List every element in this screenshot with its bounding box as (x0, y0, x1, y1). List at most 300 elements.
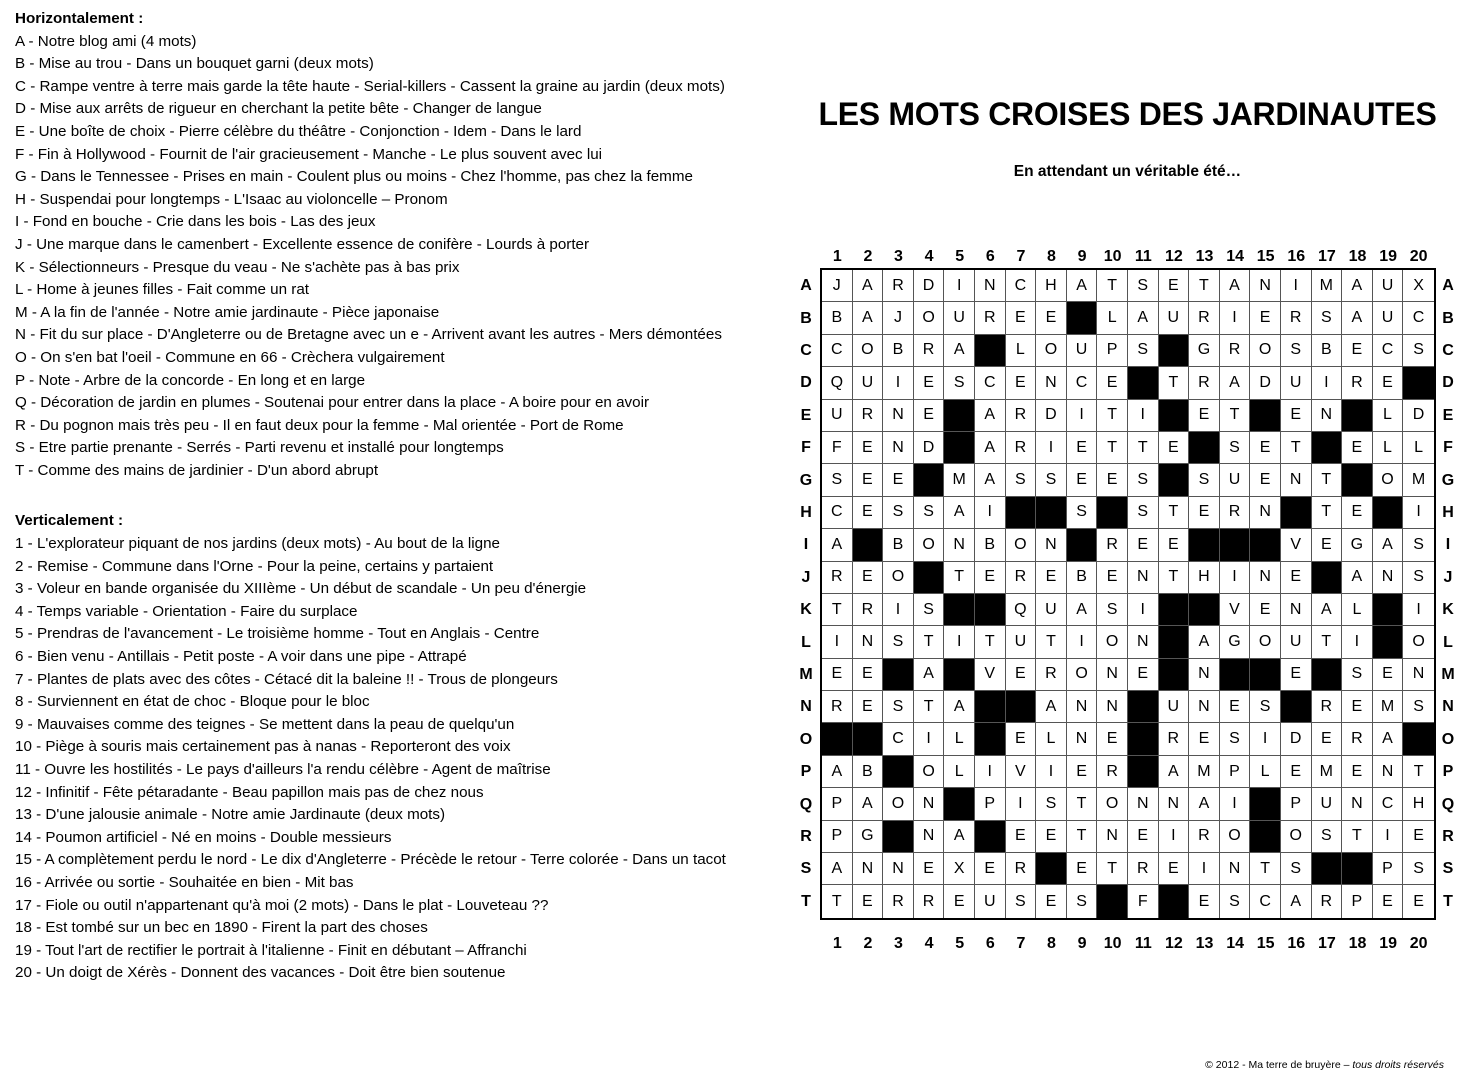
letter-cell[interactable]: E (853, 885, 884, 917)
letter-cell[interactable]: T (1159, 562, 1190, 594)
letter-cell[interactable]: A (1220, 270, 1251, 302)
black-square[interactable] (883, 821, 914, 853)
letter-cell[interactable]: A (853, 302, 884, 334)
letter-cell[interactable]: E (1097, 367, 1128, 399)
letter-cell[interactable]: P (1373, 853, 1404, 885)
letter-cell[interactable]: O (1403, 626, 1434, 658)
letter-cell[interactable]: S (1403, 529, 1434, 561)
letter-cell[interactable]: A (1189, 626, 1220, 658)
letter-cell[interactable]: E (1373, 659, 1404, 691)
black-square[interactable] (1189, 529, 1220, 561)
letter-cell[interactable]: I (944, 270, 975, 302)
letter-cell[interactable]: O (1006, 529, 1037, 561)
letter-cell[interactable]: N (1097, 659, 1128, 691)
letter-cell[interactable]: N (1128, 626, 1159, 658)
letter-cell[interactable]: A (1128, 302, 1159, 334)
letter-cell[interactable]: R (1342, 723, 1373, 755)
letter-cell[interactable]: N (1250, 497, 1281, 529)
letter-cell[interactable]: L (1342, 594, 1373, 626)
black-square[interactable] (975, 821, 1006, 853)
letter-cell[interactable]: M (1312, 270, 1343, 302)
letter-cell[interactable]: E (1006, 659, 1037, 691)
letter-cell[interactable]: I (1159, 821, 1190, 853)
letter-cell[interactable]: X (1403, 270, 1434, 302)
letter-cell[interactable]: E (1036, 821, 1067, 853)
letter-cell[interactable]: I (1373, 821, 1404, 853)
letter-cell[interactable]: H (1403, 788, 1434, 820)
letter-cell[interactable]: R (1128, 853, 1159, 885)
letter-cell[interactable]: S (1128, 464, 1159, 496)
letter-cell[interactable]: T (1067, 821, 1098, 853)
letter-cell[interactable]: R (1342, 367, 1373, 399)
letter-cell[interactable]: H (1036, 270, 1067, 302)
letter-cell[interactable]: I (1312, 367, 1343, 399)
letter-cell[interactable]: C (822, 335, 853, 367)
letter-cell[interactable]: G (1220, 626, 1251, 658)
letter-cell[interactable]: N (853, 626, 884, 658)
letter-cell[interactable]: O (1067, 659, 1098, 691)
letter-cell[interactable]: A (1342, 270, 1373, 302)
black-square[interactable] (1128, 367, 1159, 399)
letter-cell[interactable]: E (1159, 432, 1190, 464)
letter-cell[interactable]: I (1403, 594, 1434, 626)
letter-cell[interactable]: S (883, 626, 914, 658)
black-square[interactable] (822, 723, 853, 755)
letter-cell[interactable]: A (853, 270, 884, 302)
letter-cell[interactable]: I (1250, 723, 1281, 755)
letter-cell[interactable]: T (914, 626, 945, 658)
letter-cell[interactable]: E (1281, 659, 1312, 691)
letter-cell[interactable]: A (944, 691, 975, 723)
letter-cell[interactable]: E (1189, 400, 1220, 432)
letter-cell[interactable]: E (1189, 885, 1220, 917)
black-square[interactable] (1250, 400, 1281, 432)
letter-cell[interactable]: U (1220, 464, 1251, 496)
letter-cell[interactable]: E (822, 659, 853, 691)
letter-cell[interactable]: J (822, 270, 853, 302)
letter-cell[interactable]: N (1312, 400, 1343, 432)
letter-cell[interactable]: E (853, 562, 884, 594)
letter-cell[interactable]: R (1097, 756, 1128, 788)
black-square[interactable] (1159, 626, 1190, 658)
letter-cell[interactable]: E (914, 400, 945, 432)
letter-cell[interactable]: N (1097, 691, 1128, 723)
letter-cell[interactable]: N (883, 432, 914, 464)
letter-cell[interactable]: N (1281, 594, 1312, 626)
letter-cell[interactable]: N (1067, 723, 1098, 755)
black-square[interactable] (1373, 626, 1404, 658)
letter-cell[interactable]: A (944, 821, 975, 853)
letter-cell[interactable]: J (883, 302, 914, 334)
black-square[interactable] (1159, 594, 1190, 626)
black-square[interactable] (1373, 594, 1404, 626)
letter-cell[interactable]: E (1312, 529, 1343, 561)
black-square[interactable] (1036, 497, 1067, 529)
letter-cell[interactable]: R (883, 270, 914, 302)
letter-cell[interactable]: E (1189, 723, 1220, 755)
letter-cell[interactable]: E (1281, 562, 1312, 594)
letter-cell[interactable]: O (1097, 626, 1128, 658)
letter-cell[interactable]: S (1403, 691, 1434, 723)
letter-cell[interactable]: N (883, 853, 914, 885)
letter-cell[interactable]: T (1312, 464, 1343, 496)
letter-cell[interactable]: T (1159, 367, 1190, 399)
black-square[interactable] (914, 464, 945, 496)
letter-cell[interactable]: E (1128, 821, 1159, 853)
black-square[interactable] (1067, 302, 1098, 334)
letter-cell[interactable]: E (1250, 464, 1281, 496)
letter-cell[interactable]: U (1036, 594, 1067, 626)
letter-cell[interactable]: U (1281, 626, 1312, 658)
letter-cell[interactable]: N (1036, 529, 1067, 561)
letter-cell[interactable]: A (1373, 723, 1404, 755)
letter-cell[interactable]: R (1220, 335, 1251, 367)
letter-cell[interactable]: D (914, 270, 945, 302)
letter-cell[interactable]: A (822, 756, 853, 788)
letter-cell[interactable]: S (914, 594, 945, 626)
letter-cell[interactable]: M (1312, 756, 1343, 788)
black-square[interactable] (883, 756, 914, 788)
letter-cell[interactable]: E (1036, 885, 1067, 917)
letter-cell[interactable]: T (1189, 270, 1220, 302)
letter-cell[interactable]: Q (1006, 594, 1037, 626)
letter-cell[interactable]: E (853, 659, 884, 691)
letter-cell[interactable]: S (822, 464, 853, 496)
black-square[interactable] (1189, 432, 1220, 464)
letter-cell[interactable]: E (1128, 529, 1159, 561)
letter-cell[interactable]: R (1189, 821, 1220, 853)
black-square[interactable] (1220, 529, 1251, 561)
letter-cell[interactable]: N (1189, 691, 1220, 723)
letter-cell[interactable]: M (1189, 756, 1220, 788)
black-square[interactable] (944, 788, 975, 820)
letter-cell[interactable]: T (822, 594, 853, 626)
black-square[interactable] (944, 400, 975, 432)
letter-cell[interactable]: N (1128, 562, 1159, 594)
letter-cell[interactable]: R (1281, 302, 1312, 334)
black-square[interactable] (1250, 821, 1281, 853)
letter-cell[interactable]: R (822, 691, 853, 723)
letter-cell[interactable]: S (1220, 885, 1251, 917)
black-square[interactable] (1312, 659, 1343, 691)
letter-cell[interactable]: E (975, 562, 1006, 594)
letter-cell[interactable]: S (1189, 464, 1220, 496)
letter-cell[interactable]: I (1067, 400, 1098, 432)
letter-cell[interactable]: E (1006, 367, 1037, 399)
letter-cell[interactable]: E (1312, 723, 1343, 755)
letter-cell[interactable]: T (914, 691, 945, 723)
letter-cell[interactable]: P (1097, 335, 1128, 367)
letter-cell[interactable]: I (822, 626, 853, 658)
letter-cell[interactable]: E (853, 464, 884, 496)
letter-cell[interactable]: S (1067, 885, 1098, 917)
letter-cell[interactable]: S (914, 497, 945, 529)
letter-cell[interactable]: N (1159, 788, 1190, 820)
letter-cell[interactable]: C (1373, 335, 1404, 367)
letter-cell[interactable]: M (1373, 691, 1404, 723)
letter-cell[interactable]: E (1413, 892, 1424, 910)
letter-cell[interactable]: E (1159, 853, 1190, 885)
letter-cell[interactable]: C (822, 497, 853, 529)
black-square[interactable] (1097, 497, 1128, 529)
letter-cell[interactable]: I (1036, 432, 1067, 464)
letter-cell[interactable]: D (1036, 400, 1067, 432)
letter-cell[interactable]: S (1312, 302, 1343, 334)
letter-cell[interactable]: I (1281, 270, 1312, 302)
letter-cell[interactable]: T (1159, 497, 1190, 529)
letter-cell[interactable]: N (1189, 659, 1220, 691)
letter-cell[interactable]: T (1312, 626, 1343, 658)
letter-cell[interactable]: A (1036, 691, 1067, 723)
black-square[interactable] (1006, 691, 1037, 723)
letter-cell[interactable]: A (822, 529, 853, 561)
letter-cell[interactable]: R (1312, 885, 1343, 917)
letter-cell[interactable]: I (1220, 562, 1251, 594)
letter-cell[interactable]: E (1342, 691, 1373, 723)
letter-cell[interactable]: P (822, 821, 853, 853)
letter-cell[interactable]: E (1373, 367, 1404, 399)
letter-cell[interactable]: E (1067, 464, 1098, 496)
black-square[interactable] (1159, 659, 1190, 691)
letter-cell[interactable]: S (1403, 335, 1434, 367)
letter-cell[interactable]: I (883, 367, 914, 399)
letter-cell[interactable]: E (1006, 723, 1037, 755)
letter-cell[interactable]: B (1067, 562, 1098, 594)
letter-cell[interactable]: O (914, 756, 945, 788)
letter-cell[interactable]: C (975, 367, 1006, 399)
black-square[interactable] (975, 335, 1006, 367)
letter-cell[interactable]: R (1036, 659, 1067, 691)
black-square[interactable] (1403, 723, 1434, 755)
black-square[interactable] (1281, 497, 1312, 529)
letter-cell[interactable]: R (1159, 723, 1190, 755)
letter-cell[interactable]: O (1220, 821, 1251, 853)
letter-cell[interactable]: A (853, 788, 884, 820)
letter-cell[interactable]: O (1250, 335, 1281, 367)
letter-cell[interactable]: A (1220, 367, 1251, 399)
letter-cell[interactable]: Q (822, 367, 853, 399)
letter-cell[interactable]: R (1006, 400, 1037, 432)
letter-cell[interactable]: T (1220, 400, 1251, 432)
letter-cell[interactable]: L (1036, 723, 1067, 755)
letter-cell[interactable]: P (1342, 885, 1373, 917)
letter-cell[interactable]: I (1220, 302, 1251, 334)
letter-cell[interactable]: S (1097, 594, 1128, 626)
letter-cell[interactable]: A (1373, 529, 1404, 561)
letter-cell[interactable]: T (1097, 400, 1128, 432)
letter-cell[interactable]: I (914, 723, 945, 755)
letter-cell[interactable]: E (1067, 432, 1098, 464)
letter-cell[interactable]: O (883, 788, 914, 820)
letter-cell[interactable]: R (883, 885, 914, 917)
letter-cell[interactable]: L (1097, 302, 1128, 334)
black-square[interactable] (944, 659, 975, 691)
letter-cell[interactable]: R (1097, 529, 1128, 561)
black-square[interactable] (853, 723, 884, 755)
black-square[interactable] (1159, 400, 1190, 432)
letter-cell[interactable]: E (1342, 335, 1373, 367)
letter-cell[interactable]: E (1067, 756, 1098, 788)
letter-cell[interactable]: F (822, 432, 853, 464)
letter-cell[interactable]: T (822, 885, 853, 917)
letter-cell[interactable]: U (1006, 626, 1037, 658)
letter-cell[interactable]: A (975, 464, 1006, 496)
letter-cell[interactable]: N (1403, 659, 1434, 691)
letter-cell[interactable]: O (1250, 626, 1281, 658)
letter-cell[interactable]: N (1281, 464, 1312, 496)
letter-cell[interactable]: I (1036, 756, 1067, 788)
letter-cell[interactable]: S (1281, 335, 1312, 367)
letter-cell[interactable]: C (1250, 885, 1281, 917)
letter-cell[interactable]: T (1281, 432, 1312, 464)
letter-cell[interactable]: T (1403, 756, 1434, 788)
letter-cell[interactable]: R (1006, 853, 1037, 885)
letter-cell[interactable]: E (914, 367, 945, 399)
letter-cell[interactable]: A (1067, 270, 1098, 302)
letter-cell[interactable]: A (1189, 788, 1220, 820)
letter-cell[interactable]: T (1342, 821, 1373, 853)
letter-cell[interactable]: R (853, 400, 884, 432)
letter-cell[interactable]: T (975, 626, 1006, 658)
letter-cell[interactable]: O (853, 335, 884, 367)
letter-cell[interactable]: A (822, 853, 853, 885)
letter-cell[interactable]: S (1036, 464, 1067, 496)
letter-cell[interactable]: T (1097, 853, 1128, 885)
letter-cell[interactable]: I (1128, 400, 1159, 432)
letter-cell[interactable]: E (1342, 756, 1373, 788)
letter-cell[interactable]: R (1189, 367, 1220, 399)
letter-cell[interactable]: U (944, 302, 975, 334)
letter-cell[interactable]: E (883, 464, 914, 496)
letter-cell[interactable]: E (1006, 302, 1037, 334)
black-square[interactable] (975, 723, 1006, 755)
letter-cell[interactable]: F (1128, 885, 1159, 917)
black-square[interactable] (1312, 562, 1343, 594)
letter-cell[interactable]: V (1281, 529, 1312, 561)
black-square[interactable] (1342, 400, 1373, 432)
black-square[interactable] (1312, 432, 1343, 464)
letter-cell[interactable]: A (914, 659, 945, 691)
letter-cell[interactable]: G (853, 821, 884, 853)
letter-cell[interactable]: E (853, 432, 884, 464)
letter-cell[interactable]: E (1342, 432, 1373, 464)
black-square[interactable] (1342, 853, 1373, 885)
letter-cell[interactable]: S (1128, 497, 1159, 529)
letter-cell[interactable]: U (1373, 270, 1404, 302)
black-square[interactable] (1312, 853, 1343, 885)
letter-cell[interactable]: A (975, 432, 1006, 464)
letter-cell[interactable]: T (1097, 270, 1128, 302)
letter-cell[interactable]: B (883, 529, 914, 561)
letter-cell[interactable]: E (1250, 432, 1281, 464)
letter-cell[interactable]: A (944, 497, 975, 529)
letter-cell[interactable]: O (1281, 821, 1312, 853)
letter-cell[interactable]: S (1403, 562, 1434, 594)
letter-cell[interactable]: I (1128, 594, 1159, 626)
letter-cell[interactable]: R (1220, 497, 1251, 529)
letter-cell[interactable]: L (1006, 335, 1037, 367)
letter-cell[interactable]: U (1159, 691, 1190, 723)
black-square[interactable] (914, 562, 945, 594)
letter-cell[interactable]: U (1312, 788, 1343, 820)
letter-cell[interactable]: R (975, 302, 1006, 334)
black-square[interactable] (1159, 885, 1190, 917)
letter-cell[interactable]: E (1281, 756, 1312, 788)
letter-cell[interactable]: E (914, 853, 945, 885)
letter-cell[interactable]: S (1067, 497, 1098, 529)
letter-cell[interactable]: I (883, 594, 914, 626)
letter-cell[interactable]: N (1067, 691, 1098, 723)
letter-cell[interactable]: U (1281, 367, 1312, 399)
letter-cell[interactable]: N (1342, 788, 1373, 820)
letter-cell[interactable]: N (853, 853, 884, 885)
letter-cell[interactable]: N (914, 821, 945, 853)
letter-cell[interactable]: A (1312, 594, 1343, 626)
letter-cell[interactable]: S (883, 497, 914, 529)
black-square[interactable] (1006, 497, 1037, 529)
letter-cell[interactable]: P (1220, 756, 1251, 788)
letter-cell[interactable]: I (1403, 497, 1434, 529)
letter-cell[interactable]: O (914, 302, 945, 334)
letter-cell[interactable]: D (1403, 400, 1434, 432)
letter-cell[interactable]: R (914, 885, 945, 917)
letter-cell[interactable]: N (1373, 562, 1404, 594)
letter-cell[interactable]: U (1067, 335, 1098, 367)
black-square[interactable] (1128, 723, 1159, 755)
black-square[interactable] (1128, 756, 1159, 788)
letter-cell[interactable]: T (1250, 853, 1281, 885)
letter-cell[interactable]: A (944, 335, 975, 367)
black-square[interactable] (944, 594, 975, 626)
letter-cell[interactable]: N (1128, 788, 1159, 820)
letter-cell[interactable]: P (975, 788, 1006, 820)
letter-cell[interactable]: E (1189, 497, 1220, 529)
letter-cell[interactable]: H (1189, 562, 1220, 594)
letter-cell[interactable]: P (1281, 788, 1312, 820)
black-square[interactable] (883, 659, 914, 691)
black-square[interactable] (1250, 788, 1281, 820)
letter-cell[interactable]: L (1403, 432, 1434, 464)
letter-cell[interactable]: E (975, 853, 1006, 885)
letter-cell[interactable]: U (853, 367, 884, 399)
letter-cell[interactable]: V (1006, 756, 1037, 788)
letter-cell[interactable]: C (1006, 270, 1037, 302)
black-square[interactable] (975, 691, 1006, 723)
letter-cell[interactable]: S (1281, 853, 1312, 885)
black-square[interactable] (1250, 529, 1281, 561)
letter-cell[interactable]: I (1342, 626, 1373, 658)
letter-cell[interactable]: O (914, 529, 945, 561)
letter-cell[interactable]: E (1403, 821, 1434, 853)
letter-cell[interactable]: T (1036, 626, 1067, 658)
black-square[interactable] (1373, 497, 1404, 529)
letter-cell[interactable]: E (1373, 885, 1404, 917)
black-square[interactable] (1097, 885, 1128, 917)
black-square[interactable] (1250, 659, 1281, 691)
black-square[interactable] (1036, 853, 1067, 885)
letter-cell[interactable]: N (1373, 756, 1404, 788)
letter-cell[interactable]: T (1097, 432, 1128, 464)
letter-cell[interactable]: X (944, 853, 975, 885)
letter-cell[interactable]: A (1159, 756, 1190, 788)
letter-cell[interactable]: A (1067, 594, 1098, 626)
letter-cell[interactable]: G (1189, 335, 1220, 367)
letter-cell[interactable]: R (822, 562, 853, 594)
letter-cell[interactable]: S (1403, 853, 1434, 885)
letter-cell[interactable]: E (1281, 400, 1312, 432)
letter-cell[interactable]: S (1342, 659, 1373, 691)
letter-cell[interactable]: V (975, 659, 1006, 691)
